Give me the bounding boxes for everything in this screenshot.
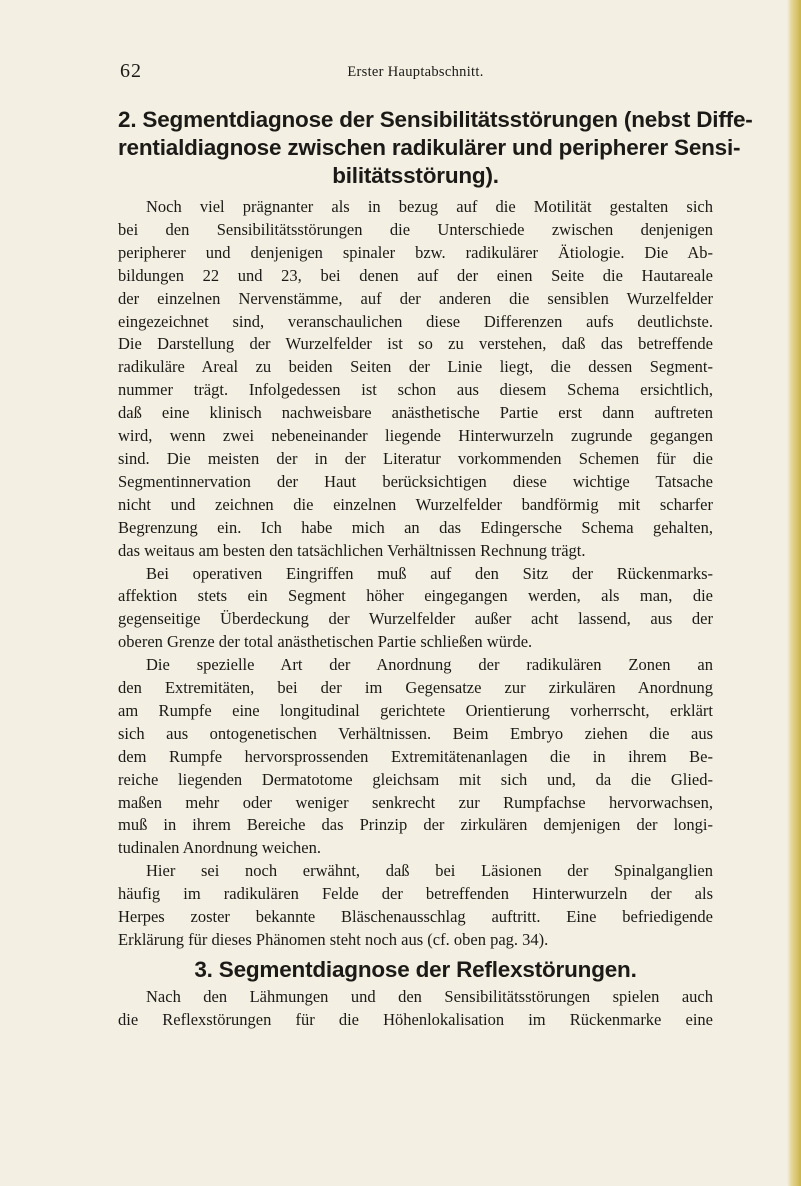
text-line: Die Darstellung der Wurzelfelder ist so zu verstehen, daß das betreffende	[118, 334, 713, 354]
text-line: den Extremitäten, bei der im Gegensatze zur zirkulären Anordnung	[118, 678, 713, 698]
text-line: Hier sei noch erwähnt, daß bei Läsionen der Spinalganglien	[146, 861, 713, 881]
text-line: sind. Die meisten der in der Literatur vorkommenden Schemen für die	[118, 448, 713, 468]
heading-line: 2. Segmentdiagnose der Sensibilitätsstörungen (nebst Diffe-	[118, 107, 753, 132]
text-line: das weitaus am besten den tatsächlichen Verhältnissen Rechnung trägt.	[118, 540, 586, 560]
text-line: maßen mehr oder weniger senkrecht zur Rumpfachse hervorwachsen,	[118, 792, 713, 812]
section-2-heading	[118, 106, 753, 190]
page-number: 62	[120, 60, 142, 82]
text-line: affektion stets ein Segment höher eingegangen werden, als man, die	[118, 586, 713, 606]
text-line: nummer trägt. Infolgedessen ist schon aus diesem Schema ersichtlich,	[118, 380, 713, 400]
text-line: Begrenzung ein. Ich habe mich an das Edingersche Schema gehalten,	[118, 517, 713, 537]
heading-line: 3. Segmentdiagnose der Reflexstörungen.	[194, 956, 637, 982]
text-line: Die spezielle Art der Anordnung der radikulären Zonen an	[146, 655, 713, 675]
text-line: daß eine klinisch nachweisbare anästhetische Partie erst dann auftreten	[118, 403, 713, 423]
text-line: wird, wenn zwei nebeneinander liegende Hinterwurzeln zugrunde gegangen	[118, 426, 713, 446]
text-line: der einzelnen Nervenstämme, auf der anderen die sensiblen Wurzelfelder	[118, 288, 713, 308]
paragraph-operative-interventions	[118, 563, 713, 655]
text-line: reiche liegenden Dermatotome gleichsam mit sich und, da die Glied-	[118, 769, 713, 789]
text-line: radikuläre Areal zu beiden Seiten der Linie liegt, die dessen Segment-	[118, 357, 713, 377]
text-line: peripherer und denjenigen spinaler bzw. radikulärer Ätiologie. Die Ab-	[118, 242, 713, 262]
text-line: bei den Sensibilitätsstörungen die Unterschiede zwischen denjenigen	[118, 219, 713, 239]
text-line: Nach den Lähmungen und den Sensibilitätsstörungen spielen auch	[146, 986, 713, 1006]
text-line: nicht und zeichnen die einzelnen Wurzelfelder bandförmig mit scharfer	[118, 494, 713, 514]
paragraph-radicular-zones	[118, 654, 713, 860]
running-title: Erster Hauptabschnitt.	[347, 64, 484, 80]
paragraph-motility-comparison	[118, 196, 713, 563]
text-line: muß in ihrem Bereiche das Prinzip der zirkulären demjenigen der longi-	[118, 815, 713, 835]
text-line: gegenseitige Überdeckung der Wurzelfelder außer acht lassend, aus der	[118, 609, 713, 629]
page-edge-shadow	[787, 0, 801, 1186]
text-line: bildungen 22 und 23, bei denen auf der einen Seite die Hautareale	[118, 265, 713, 285]
text-line: tudinalen Anordnung weichen.	[118, 838, 321, 858]
text-line: die Reflexstörungen für die Höhenlokalisation im Rückenmarke eine	[118, 1009, 713, 1029]
section-3-heading	[118, 956, 713, 984]
paragraph-herpes-zoster	[118, 860, 713, 952]
text-line: eingezeichnet sind, veranschaulichen diese Differenzen aufs deutlichste.	[118, 311, 713, 331]
text-line: häufig im radikulären Felde der betreffenden Hinterwurzeln der als	[118, 884, 713, 904]
text-line: am Rumpfe eine longitudinal gerichtete Orientierung vorherrscht, erklärt	[118, 700, 713, 720]
text-line: Noch viel prägnanter als in bezug auf die Motilität gestalten sich	[146, 197, 713, 216]
paragraph-reflex-disorders	[118, 986, 713, 1032]
text-line: Segmentinnervation der Haut berücksichtigen diese wichtige Tatsache	[118, 471, 713, 491]
text-line: oberen Grenze der total anästhetischen Partie schließen würde.	[118, 632, 533, 652]
text-line: Erklärung für dieses Phänomen steht noch aus (cf. oben pag. 34).	[118, 930, 549, 949]
text-line: Herpes zoster bekannte Bläschenausschlag auftritt. Eine befriedigende	[118, 907, 713, 927]
book-page	[118, 50, 753, 1032]
text-line: Bei operativen Eingriffen muß auf den Sitz der Rückenmarks-	[146, 563, 713, 583]
page-header	[118, 50, 713, 84]
heading-line: rentialdiagnose zwischen radikulärer und peripherer Sensi-	[118, 135, 741, 160]
text-line: dem Rumpfe hervorsprossenden Extremitätenanlagen die in ihrem Be-	[118, 746, 713, 766]
heading-line: bilitätsstörung).	[332, 163, 499, 188]
text-line: sich aus ontogenetischen Verhältnissen. Beim Embryo ziehen die aus	[118, 723, 713, 743]
